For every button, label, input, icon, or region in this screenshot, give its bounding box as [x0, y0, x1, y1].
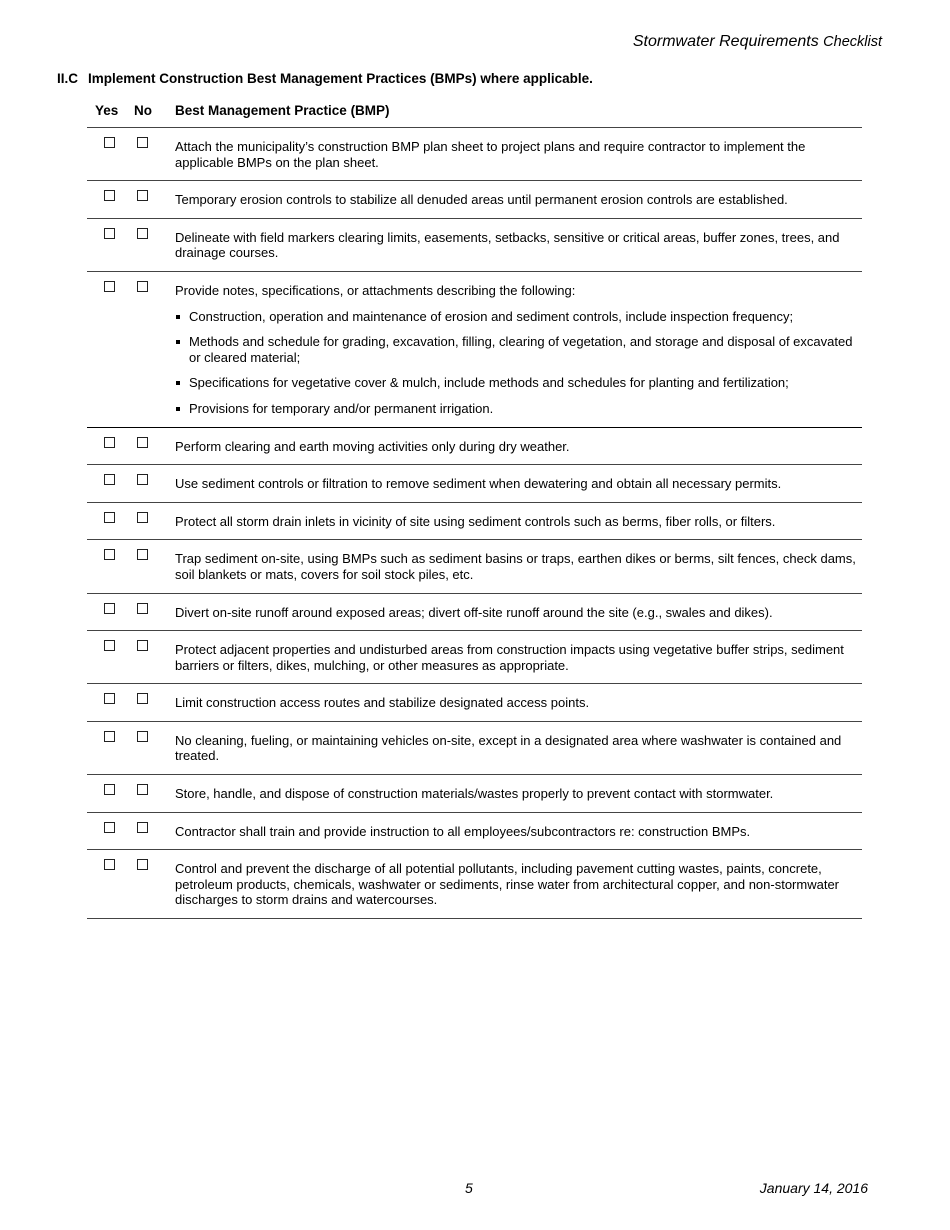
- yes-checkbox[interactable]: [104, 549, 115, 560]
- header-title-sub: Checklist: [823, 34, 882, 50]
- bmp-text: Divert on-site runoff around exposed areas; divert off-site runoff around the site (e.g., swales and dikes).: [175, 604, 773, 620]
- table-row: [87, 850, 862, 919]
- bmp-cell: [175, 775, 862, 812]
- bmp-cell: [175, 219, 862, 271]
- bmp-cell: [175, 428, 862, 465]
- bmp-bullet-item: Methods and schedule for grading, excavation, filling, clearing of vegetation, and storage and disposal of excavated or cleared material;: [175, 334, 856, 365]
- bmp-text: Perform clearing and earth moving activities only during dry weather.: [175, 438, 570, 454]
- no-checkbox[interactable]: [137, 640, 148, 651]
- no-checkbox[interactable]: [137, 784, 148, 795]
- bmp-cell: [175, 722, 862, 774]
- no-cell: [121, 181, 175, 218]
- yes-checkbox[interactable]: [104, 822, 115, 833]
- no-cell: [121, 813, 175, 850]
- no-cell: [121, 428, 175, 465]
- no-checkbox[interactable]: [137, 693, 148, 704]
- table-row: [87, 775, 862, 813]
- table-row: [87, 722, 862, 775]
- table-row: [87, 219, 862, 272]
- bmp-cell: [175, 631, 862, 683]
- no-cell: [121, 684, 175, 721]
- table-header-row: [87, 100, 862, 128]
- bmp-text: Limit construction access routes and stabilize designated access points.: [175, 695, 590, 711]
- yes-checkbox[interactable]: [104, 512, 115, 523]
- no-checkbox[interactable]: [137, 474, 148, 485]
- table-row: [87, 594, 862, 632]
- no-cell: [121, 540, 175, 592]
- bmp-cell: [175, 594, 862, 631]
- section-title: Implement Construction Best Management Practices (BMPs) where applicable.: [88, 71, 593, 86]
- bmp-cell: [175, 684, 862, 721]
- bmp-checklist-table: [87, 100, 862, 919]
- yes-cell: [87, 272, 121, 427]
- section-heading: [57, 71, 593, 86]
- bmp-cell: [175, 813, 862, 850]
- yes-cell: [87, 850, 121, 918]
- yes-checkbox[interactable]: [104, 228, 115, 239]
- column-header-bmp: Best Management Practice (BMP): [175, 103, 390, 118]
- bmp-text: Provide notes, specifications, or attachments describing the following:: [175, 282, 576, 298]
- table-row: [87, 631, 862, 684]
- document-header-title: [633, 33, 882, 51]
- bmp-cell: [175, 181, 862, 218]
- yes-cell: [87, 128, 121, 180]
- page-number: 5: [465, 1180, 473, 1196]
- bmp-bullet-item: Provisions for temporary and/or permanent irrigation.: [175, 401, 856, 417]
- yes-checkbox[interactable]: [104, 784, 115, 795]
- bmp-cell: [175, 272, 862, 427]
- no-cell: [121, 850, 175, 918]
- bmp-text: Control and prevent the discharge of all potential pollutants, including pavement cutting wastes, paints, concrete, petroleum products, chemicals, washwater or sediments, rinse water from architectural copper, and non-stormwater discharges to storm drains and watercourses.: [175, 861, 840, 908]
- table-row: [87, 684, 862, 722]
- no-cell: [121, 128, 175, 180]
- bmp-bullet-item: Specifications for vegetative cover & mulch, include methods and schedules for planting and fertilization;: [175, 375, 856, 391]
- header-title-main: Stormwater Requirements: [632, 33, 819, 50]
- bmp-text: Use sediment controls or filtration to remove sediment when dewatering and obtain all necessary permits.: [175, 476, 782, 492]
- table-row: [87, 181, 862, 219]
- yes-checkbox[interactable]: [104, 190, 115, 201]
- yes-checkbox[interactable]: [104, 640, 115, 651]
- yes-cell: [87, 465, 121, 502]
- table-row: [87, 540, 862, 593]
- yes-checkbox[interactable]: [104, 437, 115, 448]
- table-row: [87, 465, 862, 503]
- yes-cell: [87, 684, 121, 721]
- yes-cell: [87, 181, 121, 218]
- no-checkbox[interactable]: [137, 281, 148, 292]
- bmp-text: No cleaning, fueling, or maintaining vehicles on-site, except in a designated area where washwater is contained and treated.: [175, 732, 842, 764]
- bmp-text: Contractor shall train and provide instruction to all employees/subcontractors re: construction BMPs.: [175, 823, 751, 839]
- bmp-bullet-item: Construction, operation and maintenance of erosion and sediment controls, include inspection frequency;: [175, 309, 856, 325]
- no-cell: [121, 594, 175, 631]
- yes-cell: [87, 775, 121, 812]
- yes-cell: [87, 428, 121, 465]
- no-cell: [121, 219, 175, 271]
- bmp-text: Protect all storm drain inlets in vicinity of site using sediment controls such as berms, fiber rolls, or filters.: [175, 513, 776, 529]
- yes-checkbox[interactable]: [104, 731, 115, 742]
- table-row: [87, 503, 862, 541]
- yes-checkbox[interactable]: [104, 693, 115, 704]
- yes-cell: [87, 631, 121, 683]
- yes-cell: [87, 722, 121, 774]
- yes-checkbox[interactable]: [104, 859, 115, 870]
- bmp-cell: [175, 503, 862, 540]
- table-body: [87, 128, 862, 919]
- yes-checkbox[interactable]: [104, 474, 115, 485]
- yes-cell: [87, 813, 121, 850]
- no-checkbox[interactable]: [137, 437, 148, 448]
- bmp-cell: [175, 850, 862, 918]
- no-cell: [121, 465, 175, 502]
- bmp-cell: [175, 128, 862, 180]
- no-checkbox[interactable]: [137, 822, 148, 833]
- no-checkbox[interactable]: [137, 603, 148, 614]
- yes-cell: [87, 594, 121, 631]
- bmp-cell: [175, 540, 862, 592]
- no-checkbox[interactable]: [137, 549, 148, 560]
- no-cell: [121, 272, 175, 427]
- no-cell: [121, 722, 175, 774]
- column-header-no: No: [134, 103, 152, 118]
- yes-cell: [87, 219, 121, 271]
- no-checkbox[interactable]: [137, 731, 148, 742]
- column-header-yes: Yes: [95, 103, 119, 118]
- bmp-text: Protect adjacent properties and undisturbed areas from construction impacts using vegetative buffer strips, sediment barriers or filters, dikes, mulching, or other measures as appropriate.: [175, 642, 844, 673]
- table-row: [87, 272, 862, 428]
- yes-checkbox[interactable]: [104, 137, 115, 148]
- no-checkbox[interactable]: [137, 859, 148, 870]
- bmp-text: Temporary erosion controls to stabilize all denuded areas until permanent erosion controls are established.: [175, 192, 788, 208]
- section-number: II.C: [57, 71, 79, 86]
- bmp-text: Trap sediment on-site, using BMPs such as sediment basins or traps, earthen dikes or berms, silt fences, check dams, soil blankets or mats, covers for soil stock piles, etc.: [175, 551, 856, 582]
- yes-checkbox[interactable]: [104, 281, 115, 292]
- footer-date: January 14, 2016: [759, 1180, 868, 1196]
- no-cell: [121, 503, 175, 540]
- bmp-bullet-list: [175, 309, 856, 417]
- bmp-text: Delineate with field markers clearing limits, easements, setbacks, sensitive or critical areas, buffer zones, trees, and drainage courses.: [175, 229, 840, 261]
- table-row: [87, 813, 862, 851]
- no-checkbox[interactable]: [137, 190, 148, 201]
- yes-cell: [87, 503, 121, 540]
- no-checkbox[interactable]: [137, 137, 148, 148]
- yes-checkbox[interactable]: [104, 603, 115, 614]
- bmp-text: Store, handle, and dispose of construction materials/wastes properly to prevent contact with stormwater.: [175, 786, 774, 802]
- bmp-text: Attach the municipality’s construction BMP plan sheet to project plans and require contractor to implement the applicable BMPs on the plan sheet.: [175, 139, 806, 170]
- no-checkbox[interactable]: [137, 228, 148, 239]
- no-checkbox[interactable]: [137, 512, 148, 523]
- no-cell: [121, 631, 175, 683]
- table-row: [87, 128, 862, 181]
- bmp-cell: [175, 465, 862, 502]
- no-cell: [121, 775, 175, 812]
- table-row: [87, 428, 862, 466]
- yes-cell: [87, 540, 121, 592]
